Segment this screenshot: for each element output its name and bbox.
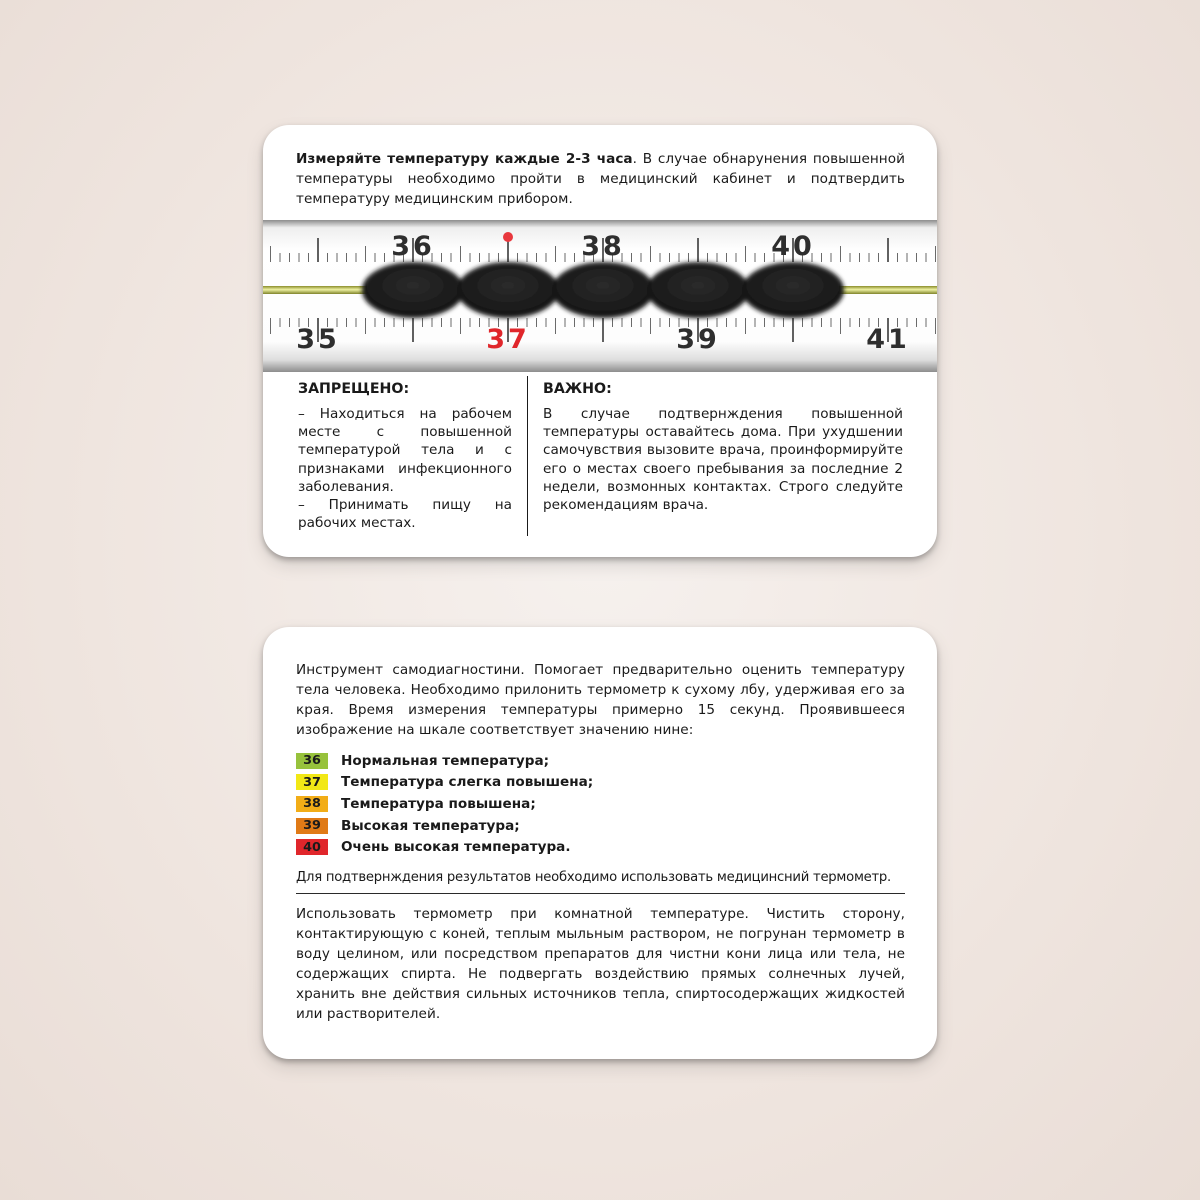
verification-note: Для подтвернждения результатов необходимо использовать медицинсний термометр. — [296, 870, 891, 885]
thermometer-scale — [263, 220, 937, 372]
legend-swatch: 38 — [296, 796, 328, 812]
thermometer-scale-graphic — [263, 220, 937, 372]
forbidden-item: – Принимать пищу на рабочих местах. — [298, 497, 512, 532]
scale-number: 41 — [866, 324, 910, 355]
scale-number: 37 — [486, 324, 530, 355]
legend-item — [296, 836, 796, 858]
legend-swatch: 39 — [296, 818, 328, 834]
legend-swatch: 37 — [296, 774, 328, 790]
temperature-legend — [296, 750, 796, 858]
column-divider — [527, 376, 528, 536]
section-divider — [296, 893, 905, 894]
measurement-frequency: Измеряйте температуру каждые 2-3 часа — [296, 151, 633, 167]
legend-label: Температура повышена; — [341, 795, 536, 812]
legend-item — [296, 793, 796, 815]
legend-item — [296, 815, 796, 837]
scale-number: 35 — [296, 324, 340, 355]
measurement-details: . В случае обнарунения повышенной температуры необходимо пройти в медицинский кабинет и подтвердить температуру медицинским прибором. — [296, 151, 905, 207]
legend-label: Температура слегка повышена; — [341, 774, 594, 791]
readout-band — [362, 262, 844, 318]
readout-blob — [457, 262, 559, 318]
readout-blob — [552, 262, 654, 318]
important-text: В случае подтвернждения повышенной температуры оставайтесь дома. При ухудшении самочувствия вызовите врача, проинформируйте его о местах своего пребывания за последние 2 недели, возмонных контактах. Строго следуйте рекомендациям врача. — [543, 406, 903, 514]
scale-number: 40 — [771, 231, 815, 262]
forbidden-item: – Находиться на рабочем месте с повышенной температурой тела и с признаками инфекционного заболевания. — [298, 406, 512, 495]
readout-blob — [362, 262, 464, 318]
forbidden-section — [298, 379, 512, 532]
scale-number: 38 — [581, 231, 625, 262]
self-diagnosis-intro: Инструмент самодиагностини. Помогает предварительно оценить температуру тела человека. Необходимо прилонить термометр к сухому лбу, удерживая его за края. Время измерения температуры примерно 15 секунд. Проявившееся изображение на шкале соответствует значению нине: — [296, 662, 905, 738]
readout-blob — [647, 262, 749, 318]
thermometer-card-front — [263, 125, 937, 557]
legend-label: Очень высокая температура. — [341, 839, 571, 856]
important-section — [543, 379, 903, 514]
usage-instructions: Использовать термометр при комнатной температуре. Чистить сторону, контактирующую с коней, теплым мыльным раствором, не погрунан термометр в воду целином, или посредством препаратов для чистни кони лица или тела, не содержащих спирта. Не подвергать воздействию прямых солнечных лучей, хранить вне действия сильных источников тепла, спиртосодержащих жидкостей или растворителей. — [296, 906, 905, 1022]
legend-swatch: 40 — [296, 839, 328, 855]
forbidden-list — [298, 405, 512, 532]
legend-item — [296, 772, 796, 794]
normal-temperature-marker — [503, 232, 513, 242]
legend-item — [296, 750, 796, 772]
legend-swatch: 36 — [296, 753, 328, 769]
readout-blob — [742, 262, 844, 318]
legend-label: Нормальная температура; — [341, 752, 550, 769]
scale-number: 39 — [676, 324, 720, 355]
thermometer-card-back — [263, 627, 937, 1059]
scale-number: 36 — [391, 231, 435, 262]
measurement-instructions — [296, 149, 905, 209]
important-title: ВАЖНО: — [543, 381, 612, 397]
forbidden-title: ЗАПРЕЩЕНО: — [298, 381, 410, 397]
legend-label: Высокая температура; — [341, 817, 520, 834]
